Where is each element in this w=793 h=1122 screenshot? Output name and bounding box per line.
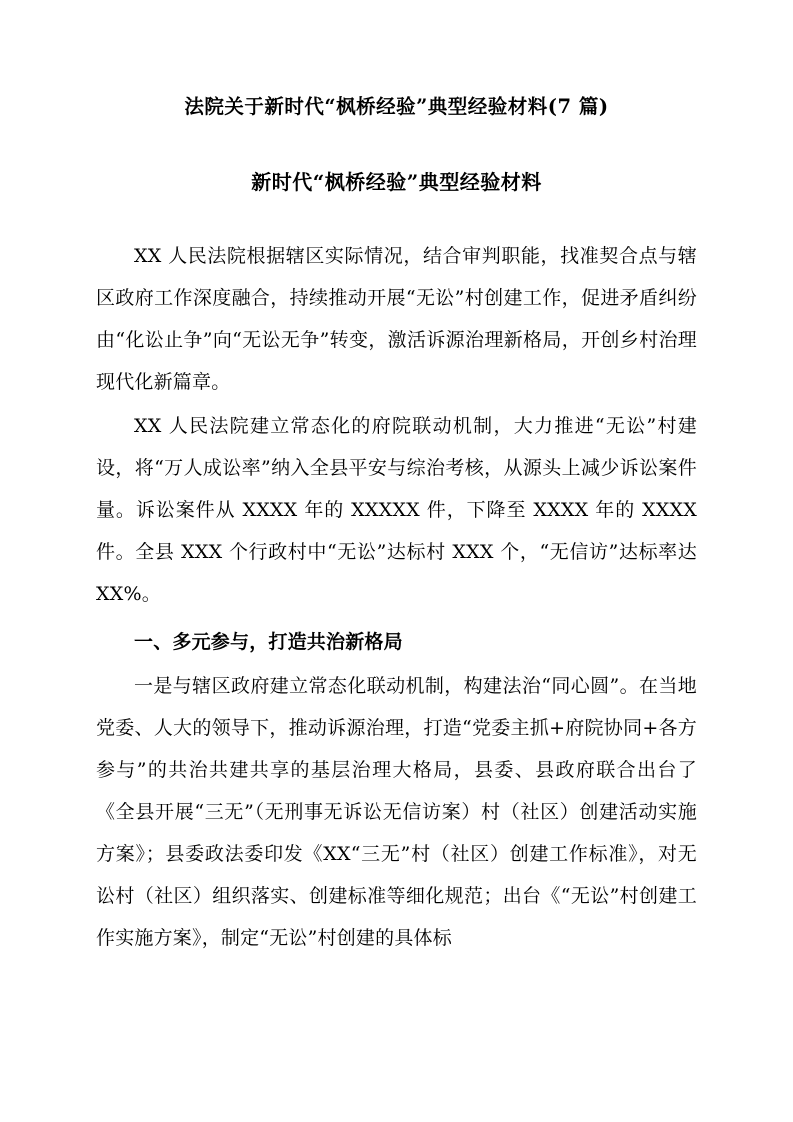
section-heading-1: 一、多元参与，打造共治新格局 (134, 631, 403, 654)
body-paragraph-3: 一是与辖区政府建立常态化联动机制，构建法治“同心圆”。在当地党委、人大的领导下，推动诉源治理，打造“党委主抓+府院协同+各方参与”的共治共建共享的基层治理大格局，县委、县政府联合出台了《全县开展“三无”（无刑事无诉讼无信访案）村（社区）创建活动实施方案》；县委政法委印发《XX“三无”村（社区）创建工作标准》，对无讼村（社区）组织落实、创建标准等细化规范；出台《“无讼”村创建工作实施方案》，制定“无讼”村创建的具体标 (96, 675, 697, 950)
body-paragraph-1: XX 人民法院根据辖区实际情况，结合审判职能，找准契合点与辖区政府工作深度融合，持续推动开展“无讼”村创建工作，促进矛盾纠纷由“化讼止争”向“无讼无争”转变，激活诉源治理新格局，开创乡村治理现代化新篇章。 (96, 245, 697, 394)
document-subtitle: 新时代“枫桥经验”典型经验材料 (251, 170, 542, 195)
document-title: 法院关于新时代“枫桥经验”典型经验材料(7 篇) (184, 95, 609, 118)
body-paragraph-2: XX 人民法院建立常态化的府院联动机制，大力推进“无讼”村建设，将“万人成讼率”纳入全县平安与综治考核，从源头上减少诉讼案件量。诉讼案件从 XXXX 年的 XXXXX 件，下降至 XXXX 年的 XXXX 件。全县 XXX 个行政村中“无讼”达标村 XXX 个，“无信访”达标率达 XX%。 (96, 415, 697, 606)
